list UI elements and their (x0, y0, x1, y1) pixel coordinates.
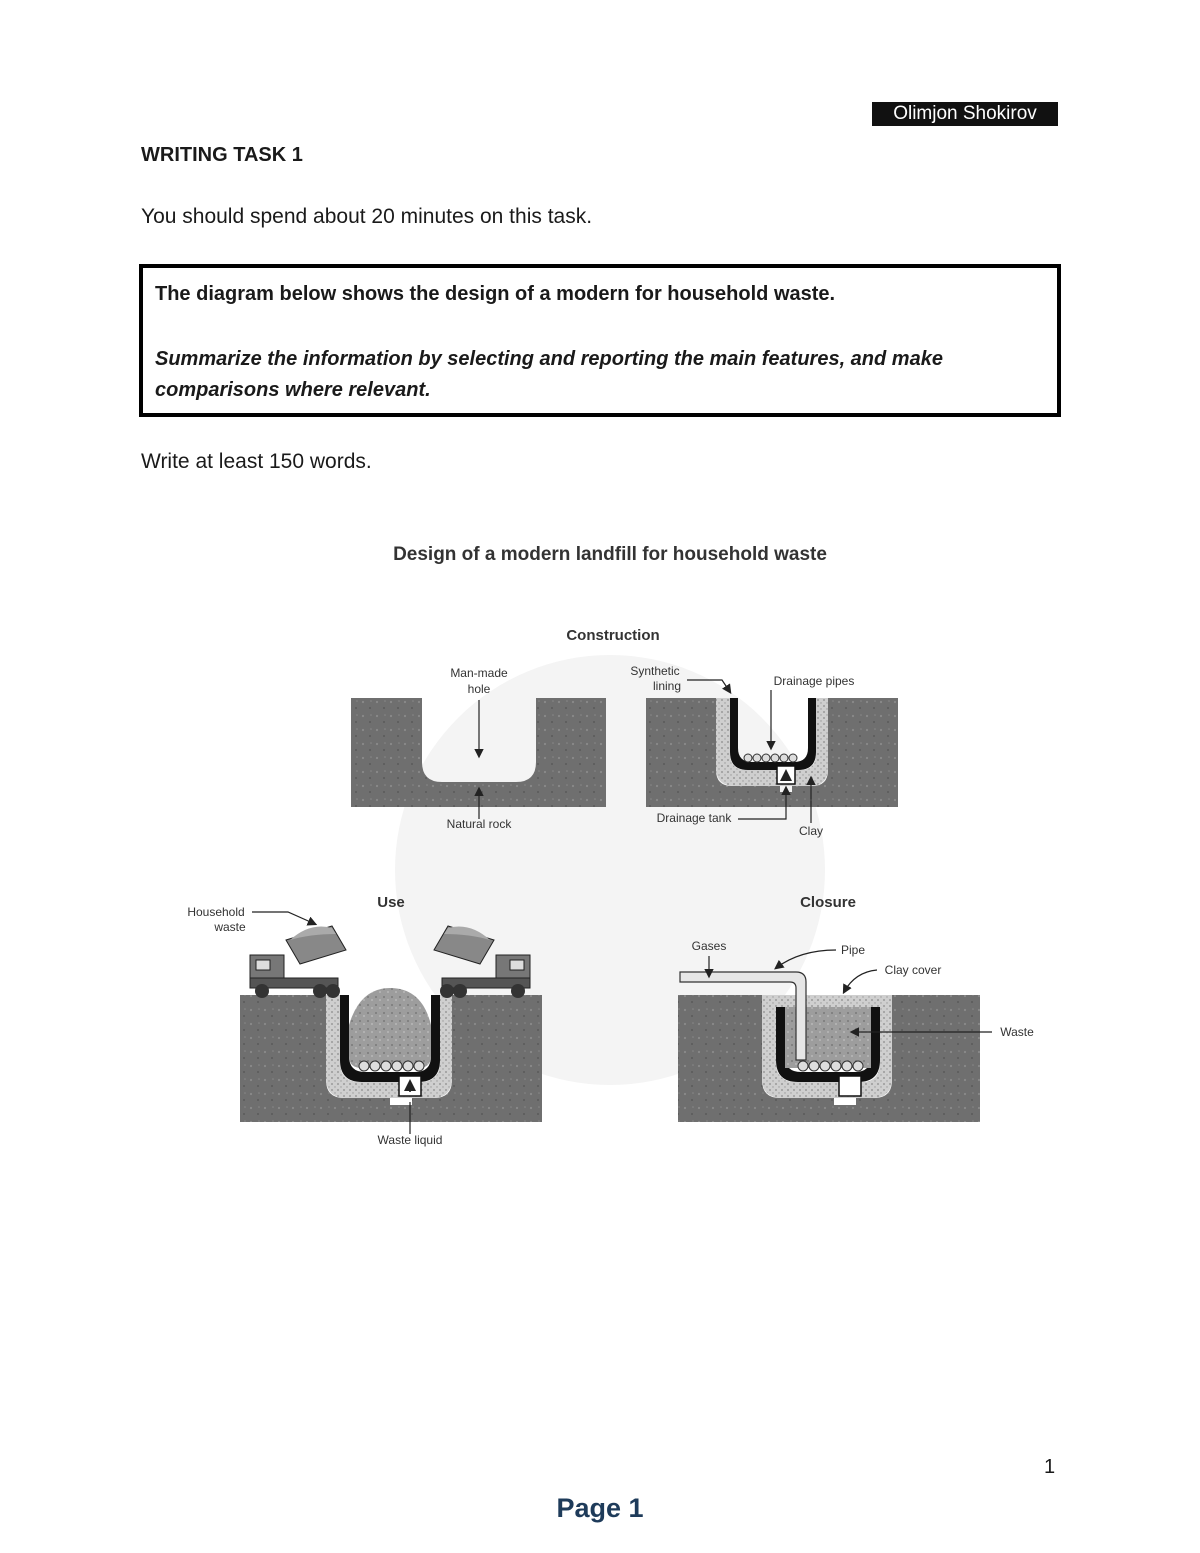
section-construction: Construction (566, 627, 660, 644)
word-count-instruction: Write at least 150 words. (141, 450, 372, 473)
label-waste-liquid: Waste liquid (377, 1133, 443, 1147)
label-drainage-pipes: Drainage pipes (773, 674, 855, 688)
truck-left-icon (250, 926, 346, 998)
label-clay-cover: Clay cover (884, 963, 942, 977)
landfill-diagram (150, 530, 1050, 1160)
prompt-description: The diagram below shows the design of a modern for household waste. (155, 283, 836, 305)
author-name-badge: Olimjon Shokirov (872, 102, 1058, 126)
diagram-title: Design of a modern landfill for household waste (393, 544, 827, 565)
label-clay: Clay (798, 824, 824, 838)
page-number: 1 (1044, 1456, 1056, 1478)
label-synthetic-lining-2: lining (652, 679, 682, 693)
label-household-waste-1: Household (187, 905, 245, 919)
label-man-made-hole-1: Man-made (450, 666, 508, 680)
label-gases: Gases (691, 939, 727, 953)
label-household-waste-2: waste (214, 920, 246, 934)
label-natural-rock: Natural rock (446, 817, 512, 831)
label-pipe: Pipe (840, 943, 866, 957)
label-waste: Waste (1000, 1025, 1034, 1039)
label-man-made-hole-2: hole (467, 682, 491, 696)
section-closure: Closure (800, 894, 856, 911)
task-prompt-box (139, 264, 1061, 417)
label-synthetic-lining-1: Synthetic (630, 664, 680, 678)
task-title: WRITING TASK 1 (141, 144, 303, 166)
use-diagram (187, 905, 542, 1147)
page-label: Page 1 (556, 1493, 644, 1523)
section-use: Use (377, 894, 405, 911)
label-drainage-tank: Drainage tank (656, 811, 732, 825)
time-instruction: You should spend about 20 minutes on this task. (141, 205, 593, 228)
prompt-instruction: Summarize the information by selecting and reporting the main features, and make comparisons where relevant. (155, 348, 943, 401)
